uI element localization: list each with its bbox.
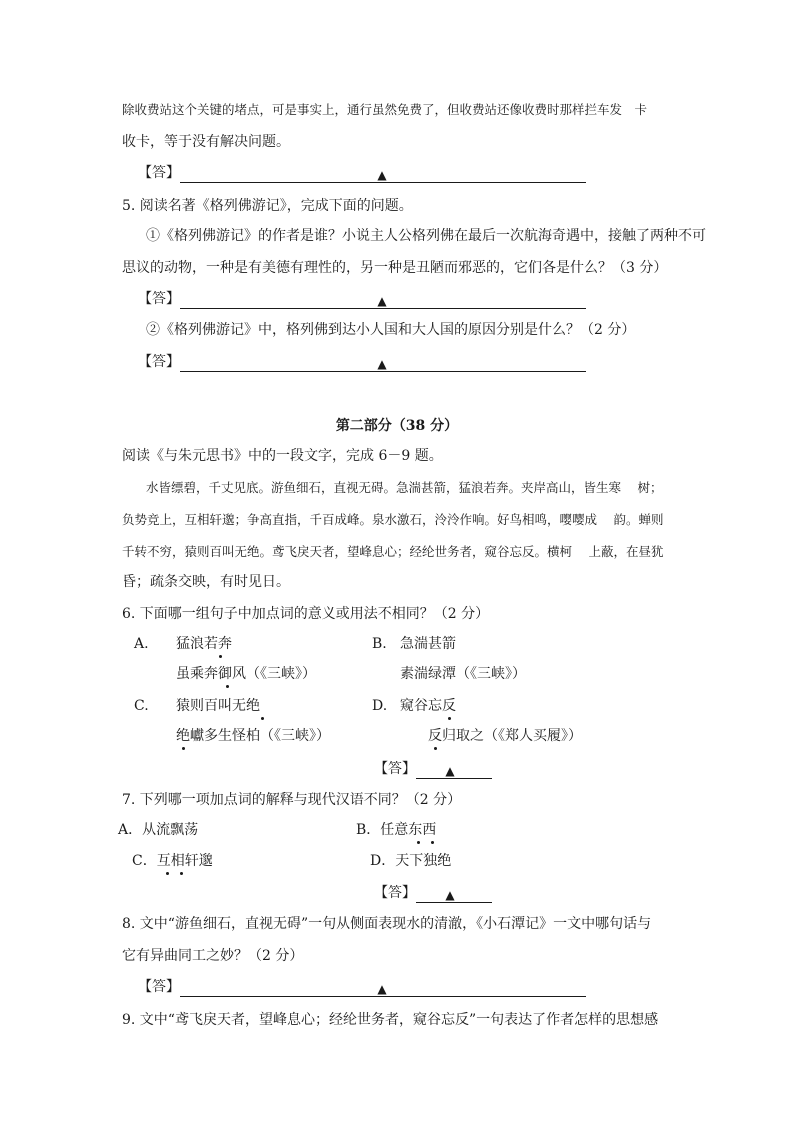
option-text: 天下独绝 <box>395 853 452 869</box>
answer-blank[interactable] <box>416 762 492 779</box>
option-label: C． <box>132 853 157 869</box>
q7-option-a[interactable] <box>118 820 198 840</box>
answer-label: 【答】 <box>138 165 180 181</box>
answer-label: 【答】 <box>138 979 180 995</box>
answer-label: 【答】 <box>138 354 180 370</box>
answer-line-q4 <box>138 163 586 183</box>
triangle-icon: ▲ <box>377 357 387 371</box>
triangle-icon: ▲ <box>445 888 455 902</box>
triangle-icon: ▲ <box>445 764 455 778</box>
q6-title: 6. 下面哪一组句子中加点词的意义或用法不相同？（2 分） <box>122 606 490 622</box>
q6-option-c-ref: 绝巘多生怪柏（《三峡》） <box>176 728 330 744</box>
emphasis-dot <box>255 712 269 716</box>
answer-label: 【答】 <box>374 885 416 901</box>
emphasis-dot <box>220 680 234 684</box>
q6-option-a-text: 猛浪若奔 <box>176 636 232 652</box>
answer-blank[interactable] <box>180 355 586 372</box>
passage-line: 昏；疏条交映，有时见日。 <box>122 574 290 590</box>
answer-line-q5-2 <box>138 352 586 372</box>
emphasis-dot <box>442 712 456 716</box>
emphasis-dot <box>428 742 442 746</box>
q9-line1: 9. 文中“鸢飞戾天者，望峰息心；经纶世务者，窥谷忘反”一句表达了作者怎样的思想感 <box>122 1012 659 1028</box>
q5-sub1-line2: 思议的动物，一种是有美德有理性的，另一种是丑陋而邪恶的，它们各是什么？（3 分） <box>122 260 668 276</box>
q5-sub2: ②《格列佛游记》中，格列佛到达小人国和大人国的原因分别是什么？（2 分） <box>146 322 636 338</box>
triangle-icon: ▲ <box>377 294 387 308</box>
answer-blank[interactable] <box>180 166 586 183</box>
part2-heading: 第二部分（38 分） <box>335 418 459 434</box>
answer-line-q6 <box>374 759 492 779</box>
answer-label: 【答】 <box>138 291 180 307</box>
q8-line1: 8. 文中“游鱼细石，直视无碍”一句从侧面表现水的清澈，《小石潭记》一文中哪句话与 <box>122 916 652 932</box>
emphasis-dot <box>176 742 190 746</box>
triangle-icon: ▲ <box>377 982 387 996</box>
answer-line-q5-1 <box>138 289 586 309</box>
q7-option-d[interactable] <box>370 851 451 871</box>
q6-option-b-label[interactable]: B. <box>372 636 387 652</box>
part2-intro: 阅读《与朱元思书》中的一段文字，完成 6－9 题。 <box>122 448 443 464</box>
q5-sub1-line1: ①《格列佛游记》的作者是谁？小说主人公格列佛在最后一次航海奇遇中，接触了两种不可 <box>146 228 706 244</box>
q6-option-d-ref: 反归取之（《郑人买履》） <box>428 728 582 744</box>
answer-line-q7 <box>374 883 492 903</box>
q6-option-d-label[interactable]: D. <box>372 698 388 714</box>
answer-blank[interactable] <box>416 886 492 903</box>
option-label: D． <box>370 853 396 869</box>
option-text: 从流飘荡 <box>142 822 199 838</box>
emphasis-dot <box>411 836 425 840</box>
option-text: 互相轩邈 <box>156 853 213 869</box>
q7-title: 7. 下列哪一项加点词的解释与现代汉语不同？（2 分） <box>122 792 462 808</box>
passage-line: 千转不穷，猿则百叫无绝。鸢飞戾天者，望峰息心；经纶世务者，窥谷忘反。横柯 上蔽，在昼犹 <box>122 544 664 559</box>
q6-option-b-text: 急湍甚箭 <box>400 636 456 652</box>
passage-line: 负势竞上，互相轩邈；争高直指，千百成峰。泉水激石，泠泠作响。好鸟相鸣，嘤嘤成 韵。蝉则 <box>122 512 664 527</box>
emphasis-dot <box>174 867 188 871</box>
q5-title: 5. 阅读名著《格列佛游记》，完成下面的问题。 <box>122 198 413 214</box>
q6-option-d-text: 窥谷忘反 <box>400 698 456 714</box>
option-label: A． <box>118 822 143 838</box>
answer-line-q8 <box>138 977 586 997</box>
answer-label: 【答】 <box>374 761 416 777</box>
emphasis-dot <box>160 867 174 871</box>
q6-option-c-text: 猿则百叫无绝 <box>176 698 260 714</box>
triangle-icon: ▲ <box>377 168 387 182</box>
option-label: B． <box>356 822 381 838</box>
q6-option-a-label[interactable]: A. <box>134 636 149 652</box>
emphasis-dot <box>213 650 227 654</box>
option-text: 任意东西 <box>380 822 437 838</box>
q4-text-line1: 除收费站这个关键的堵点，可是事实上，通行虽然免费了，但收费站还像收费时那样拦车发 卡 <box>122 102 648 117</box>
q6-option-a-ref: 虽乘奔御风（《三峡》） <box>176 666 316 682</box>
passage-line: 水皆缥碧，千丈见底。游鱼细石，直视无碍。急湍甚箭，猛浪若奔。夹岸高山，皆生寒 树； <box>146 480 663 495</box>
answer-blank[interactable] <box>180 980 586 997</box>
q8-line2: 它有异曲同工之妙？（2 分） <box>122 948 304 964</box>
emphasis-dot <box>425 836 439 840</box>
answer-blank[interactable] <box>180 292 586 309</box>
q4-text-line2: 收卡，等于没有解决问题。 <box>122 134 290 150</box>
q6-option-b-ref: 素湍绿潭（《三峡》） <box>400 666 526 682</box>
q6-option-c-label[interactable]: C. <box>134 698 149 714</box>
